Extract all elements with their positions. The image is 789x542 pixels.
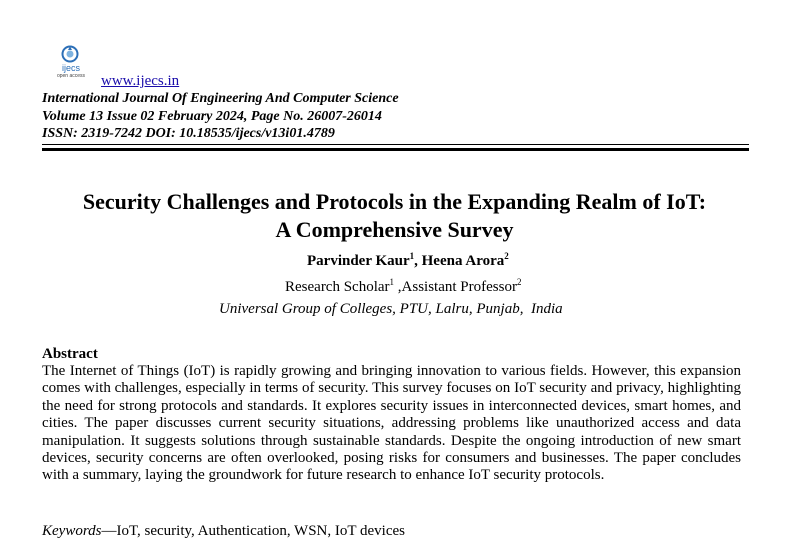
logo-name: ijecs — [61, 63, 80, 73]
title-line-2: A Comprehensive Survey — [275, 217, 514, 242]
author-2: Heena Arora — [421, 253, 505, 269]
logo-tagline: open access — [56, 73, 86, 79]
ijecs-logo-icon — [58, 45, 82, 63]
website-link[interactable]: www.ijecs.in — [101, 73, 180, 89]
journal-header — [42, 90, 399, 143]
issue-line: Volume 13 Issue 02 February 2024, Page No. 26007-26014 — [42, 108, 382, 124]
author-1: Parvinder Kaur — [307, 253, 410, 269]
keywords-line — [42, 522, 405, 540]
keywords-text: IoT, security, Authentication, WSN, IoT devices — [116, 523, 405, 539]
role-1-mark: 1 — [389, 277, 395, 287]
issn-doi-line: ISSN: 2319-7242 DOI: 10.18535/ijecs/v13i01.4789 — [42, 126, 335, 141]
journal-logo[interactable] — [46, 45, 96, 85]
header-rule-thin — [42, 144, 749, 145]
abstract-heading: Abstract — [42, 346, 98, 362]
role-2-mark: 2 — [516, 277, 522, 287]
author-1-mark: 1 — [409, 251, 415, 261]
keywords-label: Keywords — [42, 523, 102, 539]
keywords-separator: — — [101, 523, 117, 539]
author-separator: , — [414, 253, 422, 269]
role-1: Research Scholar — [285, 279, 390, 295]
title-line-1: Security Challenges and Protocols in the Expanding Realm of IoT: — [82, 189, 707, 214]
author-2-mark: 2 — [504, 251, 509, 261]
role-line — [285, 278, 521, 296]
journal-name: International Journal Of Engineering And Computer Science — [42, 91, 399, 106]
paper-title — [0, 188, 789, 244]
header-rule-thick — [42, 148, 749, 151]
role-separator: , — [394, 279, 402, 295]
affiliation: Universal Group of Colleges, PTU, Lalru, Punjab, India — [219, 301, 563, 317]
author-line — [307, 252, 509, 270]
role-2: Assistant Professor — [401, 279, 517, 295]
abstract-text: The Internet of Things (IoT) is rapidly growing and bringing innovation to various fields. However, this expansion comes with challenges, especially in terms of security. This survey focuses on IoT security and privacy, highlighting the need for strong protocols and standards. It explores security issues in interconnected devices, smart homes, and cities. The paper discusses current security situations, addressing problems like unauthorized access and data manipulation. It suggests solutions through sustainable standards. Despite the ongoing introduction of new smart devices, security concerns are often overlooked, posing risks for consumers and businesses. The paper concludes with a summary, laying the groundwork for future research to enhance IoT security protocols. — [42, 363, 741, 484]
